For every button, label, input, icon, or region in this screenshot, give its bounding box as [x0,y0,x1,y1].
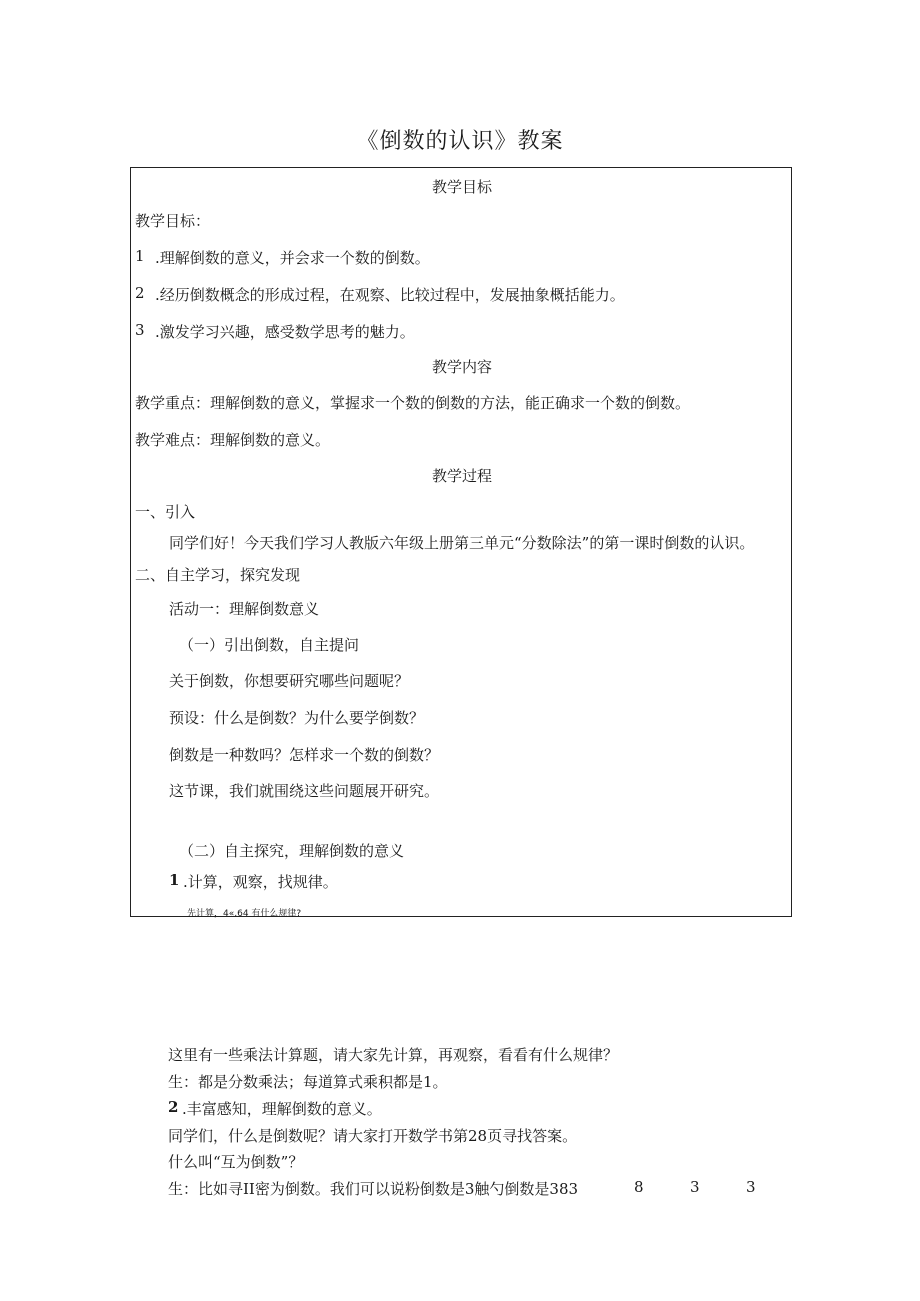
goal-2-number: 2 [135,284,145,302]
section-heading-content: 教学内容 [431,358,492,376]
activity-one: 活动一：理解倒数意义 [169,600,320,618]
question-3: 倒数是一种数吗？怎样求一个数的倒数？ [169,746,440,764]
section-heading-goals: 教学目标 [431,178,492,196]
subsection-two: （二）自主探究，理解倒数的意义 [179,842,405,860]
paragraph-1: 这里有一些乘法计算题，请大家先计算，再观察，看看有什么规律？ [168,1046,619,1064]
difficult-points: 教学难点：理解倒数的意义。 [135,431,331,449]
fraction-digit-3: 3 [746,1178,756,1196]
paragraph-2: 生：都是分数乘法；每道算式乘积都是1。 [168,1073,448,1091]
subsection-one: （一）引出倒数，自主提问 [179,636,360,654]
goals-label: 教学目标： [135,212,211,230]
goal-1-text: .理解倒数的意义，并会求一个数的倒数。 [155,249,430,267]
goal-1-number: 1 [135,247,145,265]
paragraph-5: 什么叫“互为倒数”？ [168,1153,304,1171]
step-2-number: 2 [168,1098,179,1116]
key-points: 教学重点：理解倒数的意义，掌握求一个数的倒数的方法，能正确求一个数的倒数。 [135,394,691,412]
paragraph-6: 生：比如寻II密为倒数。我们可以说粉倒数是3触勺倒数是383 [168,1180,579,1198]
goal-3-number: 3 [135,321,145,339]
question-2: 预设：什么是倒数？为什么要学倒数？ [169,709,425,727]
step-1-text: .计算，观察，找规律。 [183,873,338,891]
step-2-text: .丰富感知，理解倒数的意义。 [182,1100,382,1118]
goal-3-text: .激发学习兴趣，感受数学思考的魅力。 [155,323,415,341]
section-intro-heading: 一、引入 [135,503,196,521]
section-heading-process: 教学过程 [431,467,492,485]
goal-2-text: .经历倒数概念的形成过程，在观察、比较过程中，发展抽象概括能力。 [155,286,625,304]
question-4: 这节课，我们就围绕这些问题展开研究。 [169,782,440,800]
intro-paragraph: 同学们好！今天我们学习人教版六年级上册第三单元“分数除法”的第一课时倒数的认识。 [169,534,755,552]
exercise-caption: 先计算，4«,64 有什么规律? [187,909,302,919]
lesson-plan-table [130,167,792,917]
fraction-digit-1: 8 [634,1178,644,1196]
step-1-number: 1 [169,871,180,889]
page-title: 《倒数的认识》教案 [356,129,564,154]
fraction-digit-2: 3 [690,1178,700,1196]
question-1: 关于倒数，你想要研究哪些问题呢？ [169,672,410,690]
section-explore-heading: 二、自主学习，探究发现 [135,566,301,584]
paragraph-4: 同学们，什么是倒数呢？请大家打开数学书第28页寻找答案。 [168,1127,578,1145]
